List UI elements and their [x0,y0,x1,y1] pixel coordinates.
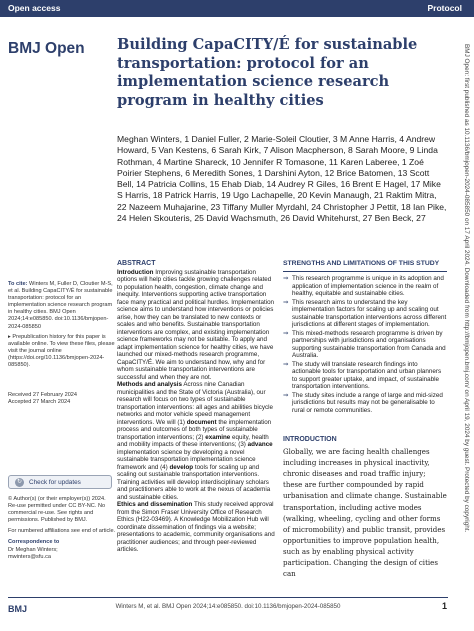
dates-block [8,392,116,406]
arrow-right-icon: ⇒ [283,391,289,399]
abstract [117,260,277,554]
methods-aim-3-text: implementation science by developing a novel sustainable transportation implementation science framework and (4) [117,448,256,471]
check-for-updates-button[interactable] [8,475,112,489]
arrow-right-icon: ⇒ [283,275,289,282]
strengths-divider [283,271,447,272]
list-item [283,275,447,298]
methods-text: Across nine Canadian municipalities and the State of Victoria (Australia), our research will focus on two types of sustainable transportation interventions: all ages and abilities bicycle networks and motor vehicle speed management interventions. We will (1) [117,381,273,426]
methods-aim-2-text: equity, health and mobility impacts of these interventions; (3) [117,433,269,448]
intro-text: Improving sustainable transportation options will help cities tackle growing challenges related to population health, congestion, climate change and inequity. Interventions supporting active transportation face many practical and political hurdles. Implementation science aims to understand how interventions or policies arise, how they can be translated to new contexts or scales and who benefits. Sustainable transportation interventions are complex, and existing implementation science frameworks may not be suitable. To apply and adapt implementation science for healthy cities, we have launched our mixed-methods research programme, CapaCITY/É. We aim to understand how, why and for whom sustainable transportation interventions are successful and when they are not. [117,268,275,381]
author-list [117,134,447,224]
page-number: 1 [441,601,447,611]
arrow-right-icon: ⇒ [283,360,289,368]
correspondence-name: Dr Meghan Winters; [8,546,58,553]
methods-label: Methods and analysis [117,381,182,388]
list-item [283,361,447,391]
methods-aim-4: develop [169,463,194,471]
correspondence-label: Correspondence to [8,539,60,546]
refresh-icon: ↻ [16,479,23,485]
correspondence-email[interactable]: mwinters@sfu.ca [8,553,51,560]
abstract-introduction [117,269,277,382]
open-access-label: Open access [8,3,61,13]
footer-citation: Winters M, et al. BMJ Open 2024;14:e085850. doi:10.1136/bmjopen-2024-085850 [115,603,341,610]
arrow-right-icon: ⇒ [283,329,289,337]
strength-item-text: This research programme is unique in its adoption and application of implementation science in the realm of healthy, equitable and sustainable cities. [292,275,444,297]
side-download-note [460,44,472,624]
methods-aim-3: advance [247,441,273,448]
journal-logo: BMJ Open [8,40,85,57]
footer-divider [8,597,448,598]
strength-item-text: This mixed-methods research programme is driven by partnerships with jurisdictions and organisations supporting sustainable transportation from Canada and Australia. [292,329,446,359]
bmj-logo: BMJ [8,604,28,614]
article-type-label: Protocol [427,3,462,13]
received-date: Received 27 February 2024 [8,392,78,398]
prepub-note [8,334,116,369]
introduction-section [283,434,447,579]
strength-item-text: The study sites include a range of large and mid-sized jurisdictions but results may not be generalisable to rural or remote communities. [292,391,443,414]
strengths-heading: STRENGTHS AND LIMITATIONS OF THIS STUDY [283,260,440,267]
prepub-text[interactable]: ▸ Prepublication history for this paper is available online. To view these files, please visit the journal online (https://doi.org/10.1136/bmjopen-2024-085850). [8,334,115,369]
side-download-text: BMJ Open: first published as 10.1136/bmjopen-2024-085850 on 17 April 2024. Downloaded from http://bmjopen.bmj.com/ on April 19, 2024 by guest. Protected by copyright. [463,44,470,533]
copyright-block [8,496,116,561]
affiliations-note: For numbered affiliations see end of article. [8,528,116,535]
cite-text: Winters M, Fuller D, Cloutier M-S, et al. Building CapaCITY/É for sustainable transportation: protocol for an implementation science research program in healthy cities. BMJ Open 2024;14:e085850. doi:10.1136/bmjopen-2024-085850 [8,281,113,330]
methods-aim-4-text: tools for scaling up and scaling out sustainable transportation interventions. Training activities will develop interdisciplinary scholars and practitioners able to work at the nexus of academia and sustainable cities. [117,463,271,501]
cite-label: To cite: [8,281,28,287]
list-item [283,299,447,329]
strengths-list [283,275,447,414]
copyright-text: © Author(s) (or their employer(s)) 2024. Re-use permitted under CC BY-NC. No commercial re-use. See rights and permissions. Published by BMJ. [8,496,106,524]
ethics-label: Ethics and dissemination [117,501,193,508]
top-banner [0,0,474,17]
strength-item-text: This research aims to understand the key implementation factors for scaling up and scaling out sustainable transportation interventions across different jurisdictions at different stages of implementation. [292,298,447,328]
article-title: Building CapaCITY/É for sustainable transportation: protocol for an implementation science research program in healthy cities [117,36,418,109]
abstract-ethics [117,501,277,554]
intro-label: Introduction [117,268,154,276]
abstract-heading: ABSTRACT [117,260,156,267]
methods-aim-1: document [186,418,217,426]
list-item [283,330,447,360]
list-item [283,392,447,415]
ethics-text: This study received approval from the Simon Fraser University Office of Research Ethics (H22-03469). A Knowledge Mobilization Hub will coordinate dissemination of findings via a website; presentations to academic, community organisations and practitioner audiences; and through peer-reviewed articles. [117,501,275,553]
introduction-heading: INTRODUCTION [283,436,337,443]
abstract-methods [117,381,277,501]
accepted-date: Accepted 27 March 2024 [8,399,71,406]
arrow-right-icon: ⇒ [283,298,289,306]
introduction-text: Globally, we are facing health challenges including increases in physical inactivity, chronic diseases and road traffic injury; these are further compounded by rapid urbanisation and climate change. Sustainable transportation, including active modes (walking, wheeling, cycling and other forms of micromobility) and public transit, provides opportunities to improve population health, such as by enabling physical activity participation. Changing the design of cities can [283,447,447,579]
citation-block [8,281,116,331]
check-for-updates-label: Check for updates [29,479,81,486]
methods-aim-1-text: the implementation process and outcomes of both types of sustainable transportation interventions; (2) [117,418,272,441]
authors-text: Meghan Winters, 1 Daniel Fuller, 2 Marie-Soleil Cloutier, 3 M Anne Harris, 4 Andrew Howard, 5 Van Kestens, 6 Sarah Kirk, 7 Alison Macpherson, 8 Sarah Moore, 9 Linda Rothman, 4 Martine Shareck, 10 Jennifer R Tomasone, 11 Karen Laberee, 1 Zoé Poirier Stephens, 6 Meredith Sones, 1 Darshini Ayton, 12 Brice Batomen, 13 Scott Bell, 14 Patricia Collins, 15 Ehab Diab, 14 Audrey R Giles, 16 Brent E Hagel, 17 Mike S Harris, 18 Patrick Harris, 19 Ugo Lachapelle, 20 Kevin Manaugh, 21 Raktim Mitra, 22 Nazeem Muhajarine, 23 Tiffany Muller Myrdahl, 24 Christopher J Pettit, 18 Ian Pike, 24 Helen Skouteris, 25 David Wachsmuth, 26 David Whitehurst, 27 Ben Beck, 27 [117,134,447,224]
strength-item-text: The study will translate research findings into actionable tools for transportation and urban planners to support greater uptake, and impact, of sustainable transportation interventions. [292,360,442,390]
methods-aim-2: examine [205,433,231,441]
